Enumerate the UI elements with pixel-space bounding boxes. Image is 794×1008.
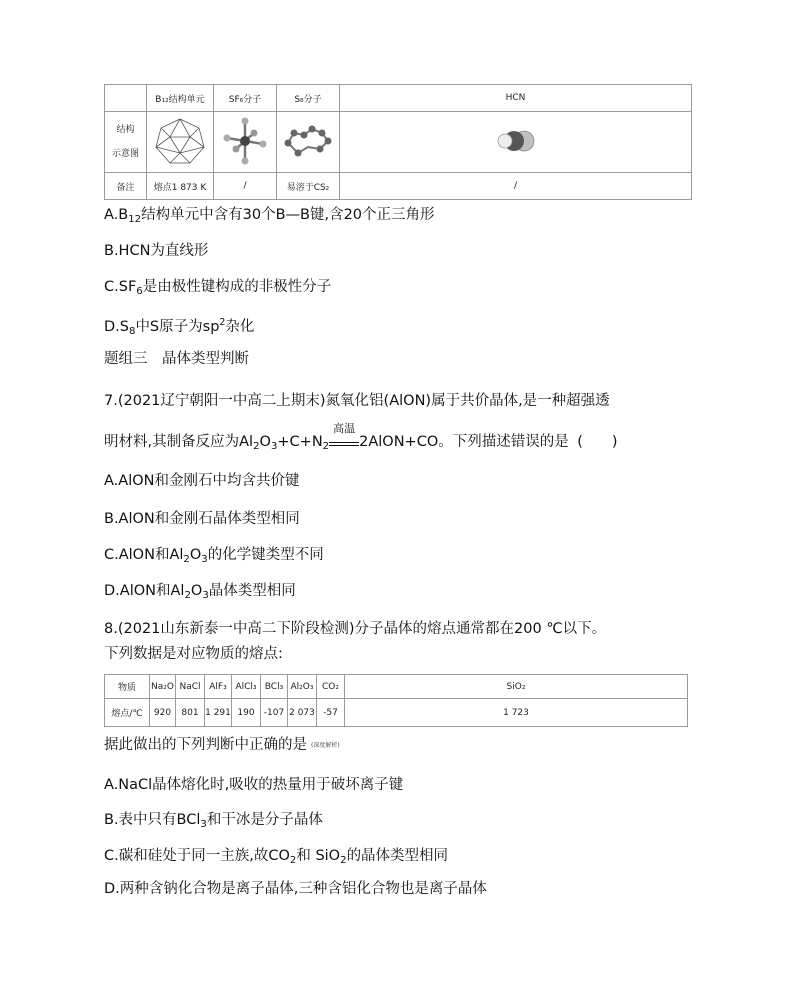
- text: A.B: [104, 207, 129, 223]
- note-s8: 易溶于CS₂: [277, 173, 340, 200]
- table-cell: AlF₃: [205, 675, 232, 699]
- structure-table: [104, 84, 692, 200]
- table-cell: 920: [150, 699, 176, 727]
- table-header-sf6: SF₆分子: [214, 85, 277, 112]
- subscript: 3: [201, 554, 208, 565]
- q8-prompt: [104, 735, 340, 756]
- subscript: 6: [136, 286, 143, 297]
- text: O: [189, 547, 202, 563]
- b12-icosahedron-image: [152, 115, 208, 167]
- label-line: 结构: [116, 125, 135, 135]
- text: C.AlON和Al: [104, 547, 184, 563]
- q8-option-a: A.NaCl晶体熔化时,吸收的热量用于破坏离子键: [104, 777, 404, 793]
- section-title: 题组三 晶体类型判断: [104, 351, 249, 367]
- sf6-molecule-image: [222, 116, 268, 166]
- text: 结构单元中含有30个B—B键,含20个正三角形: [141, 207, 435, 223]
- hcn-diagram-cell: [340, 112, 692, 173]
- text: 杂化: [225, 319, 255, 335]
- table-cell: 801: [176, 699, 205, 727]
- note-b12: 熔点1 873 K: [147, 173, 214, 200]
- subscript: 2: [340, 855, 347, 866]
- table-cell: Al₂O₃: [288, 675, 317, 699]
- table-cell: -57: [317, 699, 345, 727]
- subscript: 8: [128, 326, 136, 337]
- table-cell: 1 291: [205, 699, 232, 727]
- q8-stem-line1: 8.(2021山东新泰一中高二下阶段检测)分子晶体的熔点通常都在200 ℃以下。: [104, 621, 607, 637]
- q8-option-d: D.两种含钠化合物是离子晶体,三种含铝化合物也是离子晶体: [104, 881, 487, 897]
- subscript: 2: [322, 441, 330, 452]
- table-cell: 物质: [105, 675, 150, 699]
- answer-paren: ( ): [577, 434, 618, 450]
- subscript: 2: [289, 855, 297, 866]
- subscript: 2: [184, 590, 191, 601]
- text: O: [190, 583, 203, 599]
- q8-option-c: [104, 846, 448, 871]
- table-cell: CO₂: [317, 675, 345, 699]
- q6-option-b: B.HCN为直线形: [104, 243, 209, 259]
- s8-diagram-cell: [277, 112, 340, 173]
- table-header-s8: S₈分子: [277, 85, 340, 112]
- subscript: 2: [253, 441, 260, 452]
- text: 2AlON+CO。下列描述错误的是: [359, 434, 569, 450]
- equals-sign: [329, 442, 359, 446]
- subscript: 2: [183, 554, 190, 565]
- q6-option-a: [104, 205, 435, 230]
- superscript: 2: [219, 317, 226, 328]
- text: 是由极性键构成的非极性分子: [142, 279, 332, 295]
- table-cell: Na₂O: [150, 675, 176, 699]
- text: D.AlON和Al: [104, 583, 185, 599]
- q7-option-b: B.AlON和金刚石晶体类型相同: [104, 511, 300, 527]
- table-cell: -107: [261, 699, 288, 727]
- hcn-molecule-image: [494, 128, 538, 154]
- q7-stem-line1: 7.(2021辽宁朝阳一中高二上期末)氮氧化铝(AlON)属于共价晶体,是一种超强透: [104, 393, 610, 409]
- q7-option-d: [104, 581, 296, 606]
- deep-analysis-tag: (深度解析): [311, 742, 340, 749]
- table-cell: 熔点/℃: [105, 699, 150, 727]
- q7-option-c: [104, 545, 324, 570]
- subscript: 3: [200, 819, 207, 830]
- table-header-hcn: HCN: [340, 85, 692, 112]
- text: D.S: [104, 319, 129, 335]
- condition-text: 高温: [333, 422, 356, 435]
- text: 和干冰是分子晶体: [206, 812, 323, 828]
- text: 晶体类型相同: [208, 583, 296, 599]
- q7-stem-line2: [104, 422, 621, 457]
- text: C.碳和硅处于同一主族,故CO: [104, 848, 290, 864]
- sf6-diagram-cell: [214, 112, 277, 173]
- table-cell: BCl₃: [261, 675, 288, 699]
- text: 据此做出的下列判断中正确的是: [104, 737, 307, 753]
- melting-point-table: [104, 674, 688, 727]
- q6-option-d: [104, 313, 254, 342]
- text: +C+N: [277, 434, 323, 450]
- b12-diagram-cell: [147, 112, 214, 173]
- row-label-structure: [105, 112, 147, 173]
- table-cell: 2 073: [288, 699, 317, 727]
- text: C.SF: [104, 279, 137, 295]
- note-sf6: /: [214, 173, 277, 200]
- text: B.表中只有BCl: [104, 812, 201, 828]
- text: O: [259, 434, 271, 450]
- subscript: 3: [270, 441, 278, 452]
- table-cell: AlCl₃: [232, 675, 261, 699]
- q6-option-c: [104, 277, 331, 302]
- note-hcn: /: [340, 173, 692, 200]
- subscript: 12: [128, 214, 142, 225]
- text: 明材料,其制备反应为Al: [104, 434, 254, 450]
- text: 的化学键类型不同: [207, 547, 324, 563]
- table-cell: 1 723: [345, 699, 688, 727]
- row-label-note: 备注: [105, 173, 147, 200]
- reaction-condition: [329, 422, 359, 446]
- text: 的晶体类型相同: [346, 848, 449, 864]
- table-cell: NaCl: [176, 675, 205, 699]
- q8-stem-line2: 下列数据是对应物质的熔点:: [104, 646, 283, 662]
- table-cell: SiO₂: [345, 675, 688, 699]
- q7-option-a: A.AlON和金刚石中均含共价键: [104, 473, 300, 489]
- text: 中S原子为sp: [135, 319, 220, 335]
- table-header-b12: B₁₂结构单元: [147, 85, 214, 112]
- table-cell: 190: [232, 699, 261, 727]
- label-line: 示意图: [111, 149, 139, 159]
- subscript: 3: [202, 590, 209, 601]
- q8-option-b: [104, 810, 323, 835]
- s8-molecule-image: [282, 121, 334, 161]
- table-cell: [105, 85, 147, 112]
- text: 和 SiO: [296, 848, 341, 864]
